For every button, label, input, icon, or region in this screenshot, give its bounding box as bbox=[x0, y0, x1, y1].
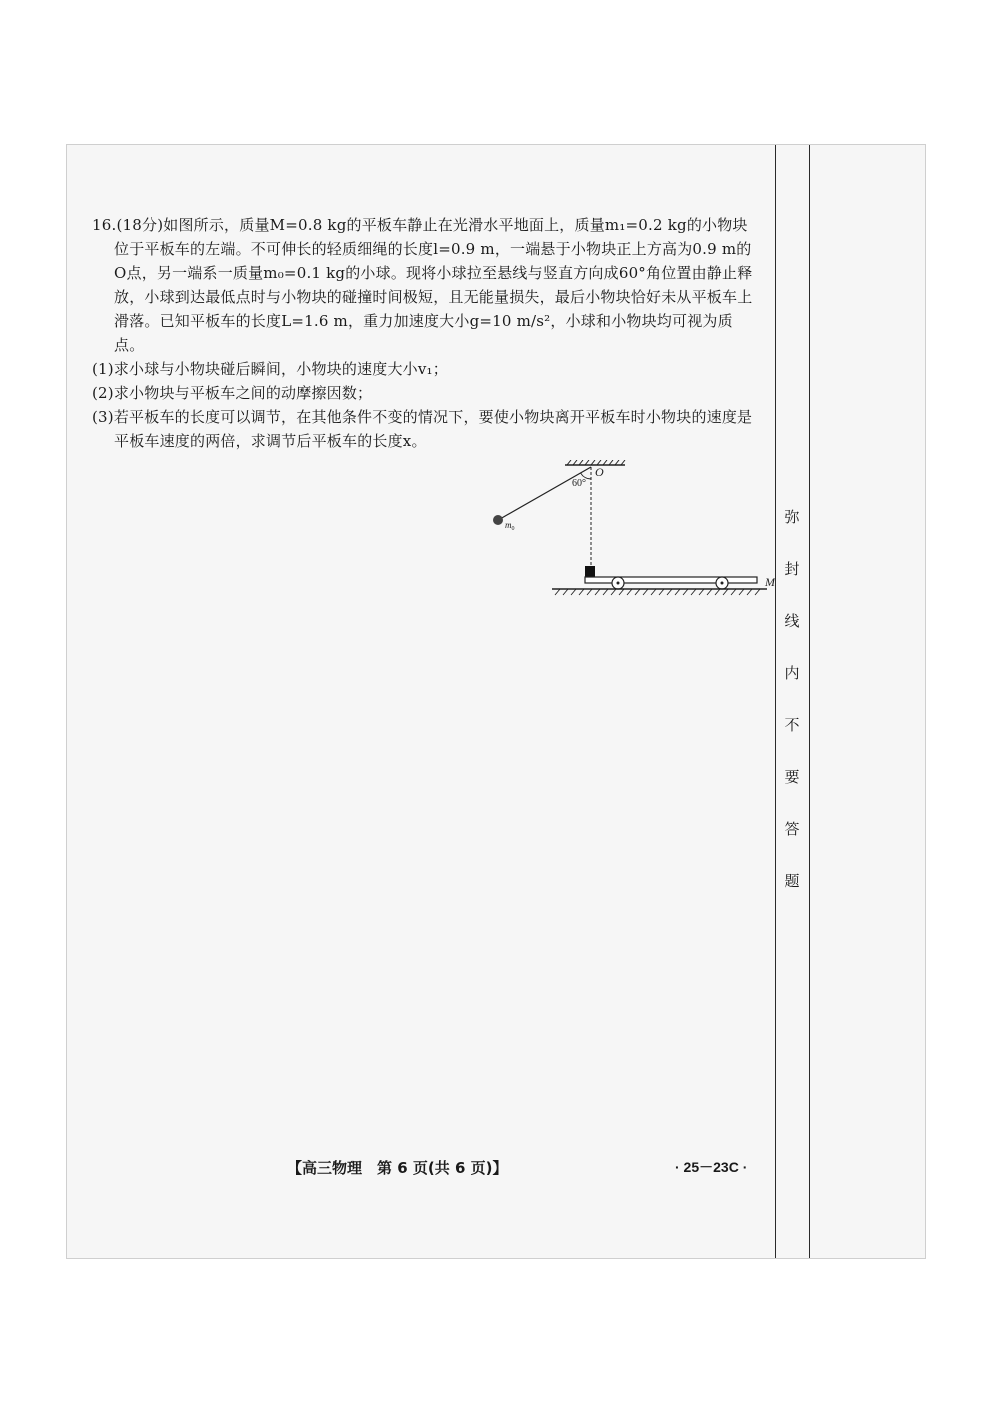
ball-label-letter: m bbox=[505, 520, 512, 530]
ball bbox=[493, 515, 503, 525]
seal-char-6: 要 bbox=[784, 768, 800, 786]
question-part-2: (2)求小物块与平板车之间的动摩擦因数； bbox=[92, 384, 373, 402]
question-16 bbox=[92, 213, 754, 453]
page-footer-title: 【高三物理 第 6 页(共 6 页)】 bbox=[287, 1159, 508, 1177]
cart bbox=[585, 577, 757, 583]
seal-char-5: 不 bbox=[784, 716, 800, 734]
question-stem bbox=[92, 213, 754, 357]
binding-rule-left bbox=[775, 145, 776, 1258]
page-footer-code: · 25－23C · bbox=[675, 1159, 748, 1175]
angle-label: 60° bbox=[572, 478, 586, 489]
seal-line-notice bbox=[780, 510, 804, 926]
question-part-1: (1)求小球与小物块碰后瞬间，小物块的速度大小v₁； bbox=[92, 360, 448, 378]
seal-char-7: 答 bbox=[784, 820, 800, 838]
wheel-left bbox=[612, 577, 624, 589]
question-text: (18分)如图所示，质量M=0.8 kg的平板车静止在光滑水平地面上，质量m₁=0.2 kg的小物块位于平板车的左端。不可伸长的轻质细绳的长度l=0.9 m，一端悬于小物块正上方高为0.9 m的O点，另一端系一质量m₀=0.1 kg的小球。现将小球拉至悬线与竖直方向成60°角位置由静止释放，小球到达最低点时与小物块的碰撞时间极短，且无能量损失，最后小物块恰好未从平板车上滑落。已知平板车的长度L=1.6 m，重力加速度大小g=10 m/s²，小球和小物块均可视为质点。 bbox=[114, 216, 753, 354]
ball-label bbox=[505, 520, 515, 532]
pendulum-cart-diagram bbox=[477, 460, 777, 605]
wheel-right bbox=[716, 577, 728, 589]
seal-char-2: 封 bbox=[784, 560, 800, 578]
question-number: 16. bbox=[92, 216, 117, 234]
ball-label-subscript: 0 bbox=[511, 526, 515, 532]
pendulum-string bbox=[500, 467, 591, 519]
pivot-label: O bbox=[595, 465, 604, 479]
seal-char-1: 弥 bbox=[784, 508, 800, 526]
binding-rule-right bbox=[809, 145, 810, 1258]
seal-char-3: 线 bbox=[784, 612, 800, 630]
question-part-3: (3)若平板车的长度可以调节，在其他条件不变的情况下，要使小物块离开平板车时小物块的速度是平板车速度的两倍，求调节后平板车的长度x。 bbox=[92, 408, 753, 450]
block bbox=[585, 566, 595, 577]
seal-char-8: 题 bbox=[784, 872, 800, 890]
seal-char-4: 内 bbox=[784, 664, 800, 682]
ground-hatching bbox=[555, 589, 760, 595]
cart-label: M bbox=[765, 575, 775, 589]
exam-page bbox=[66, 144, 926, 1259]
